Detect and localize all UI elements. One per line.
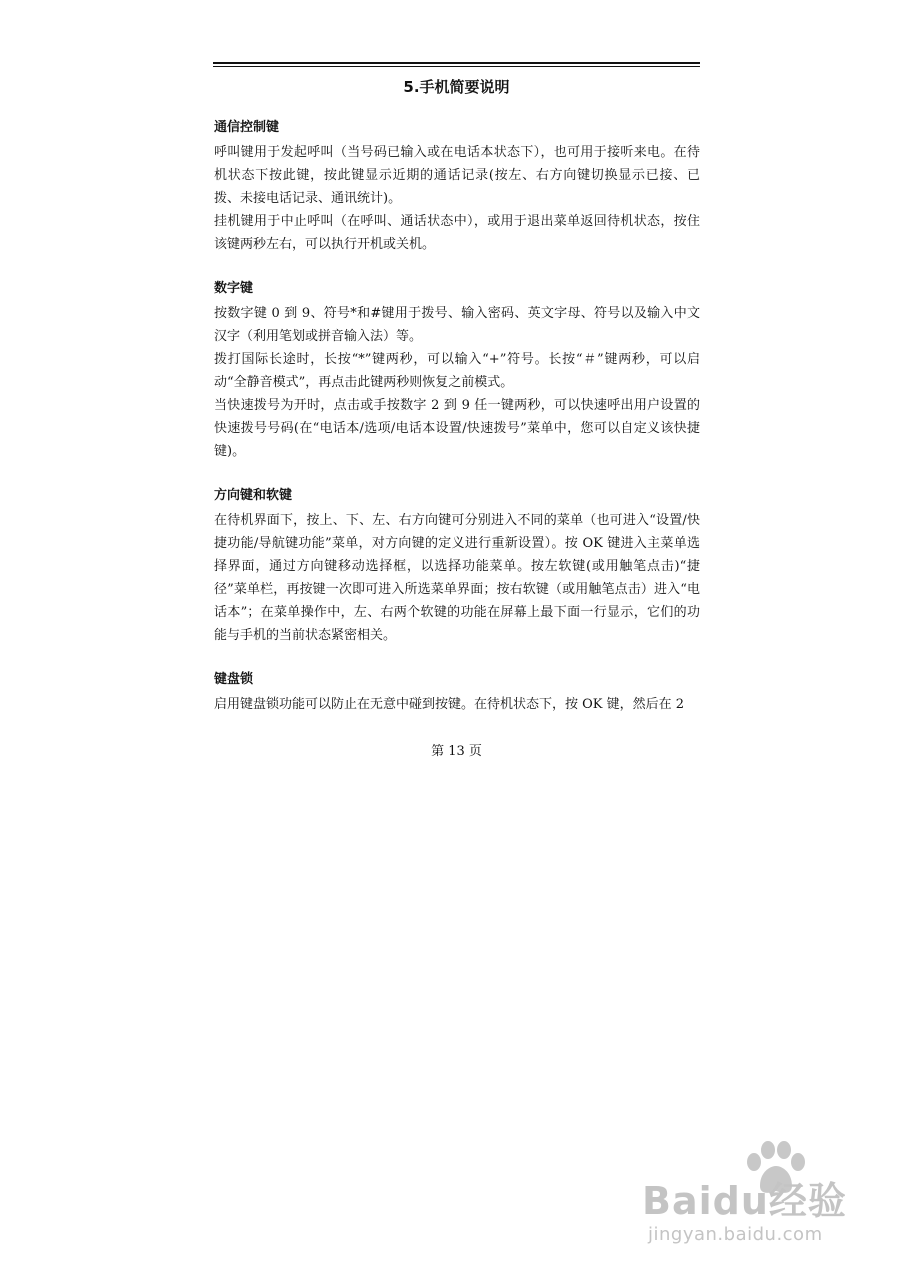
section-title: 键盘锁	[214, 672, 254, 687]
section-title: 通信控制键	[214, 120, 280, 135]
paragraph: 按数字键 0 到 9、符号*和#键用于拨号、输入密码、英文字母、符号以及输入中文汉字（利用笔划或拼音输入法）等。	[214, 306, 700, 344]
section-call-keys	[214, 116, 700, 256]
section-title: 数字键	[214, 281, 254, 296]
page-title: 5.手机简要说明	[403, 78, 510, 96]
paragraph: 挂机键用于中止呼叫（在呼叫、通话状态中），或用于退出菜单返回待机状态，按住该键两秒左右，可以执行开机或关机。	[214, 214, 700, 252]
watermark-brand: Baidu经验	[642, 1179, 847, 1223]
paragraph: 呼叫键用于发起呼叫（当号码已输入或在电话本状态下），也可用于接听来电。在待机状态下按此键，按此键显示近期的通话记录(按左、右方向键切换显示已接、已拨、未接电话记录、通讯统计)。	[214, 145, 700, 206]
section-keypad-lock	[214, 668, 700, 716]
paragraph: 当快速拨号为开时，点击或手按数字 2 到 9 任一键两秒，可以快速呼出用户设置的快速拨号号码(在“电话本/选项/电话本设置/快速拨号”菜单中，您可以自定义该快捷键)。	[214, 398, 700, 459]
paragraph: 拨打国际长途时，长按“*”键两秒，可以输入“+”符号。长按“＃”键两秒，可以启动“全静音模式”，再点击此键两秒则恢复之前模式。	[214, 352, 700, 390]
header-rule-thick	[213, 62, 700, 64]
header-rule-thin	[213, 66, 700, 67]
watermark	[640, 1140, 880, 1260]
paragraph: 在待机界面下，按上、下、左、右方向键可分别进入不同的菜单（也可进入“设置/快捷功能/导航键功能”菜单，对方向键的定义进行重新设置）。按 OK 键进入主菜单选择界面，通过方向键移动选择框，以选择功能菜单。按左软键(或用触笔点击)“捷径”菜单栏，再按键一次即可进入所选菜单界面；按右软键（或用触笔点击）进入“电话本”；在菜单操作中，左、右两个软键的功能在屏幕上最下面一行显示，它们的功能与手机的当前状态紧密相关。	[214, 513, 700, 643]
page-number: 第 13 页	[431, 744, 482, 759]
section-number-keys	[214, 277, 700, 463]
document-body	[214, 116, 700, 737]
paragraph: 启用键盘锁功能可以防止在无意中碰到按键。在待机状态下，按 OK 键，然后在 2	[214, 697, 685, 712]
section-title: 方向键和软键	[214, 488, 293, 503]
watermark-url: jingyan.baidu.com	[648, 1224, 823, 1245]
section-direction-soft-keys	[214, 484, 700, 647]
